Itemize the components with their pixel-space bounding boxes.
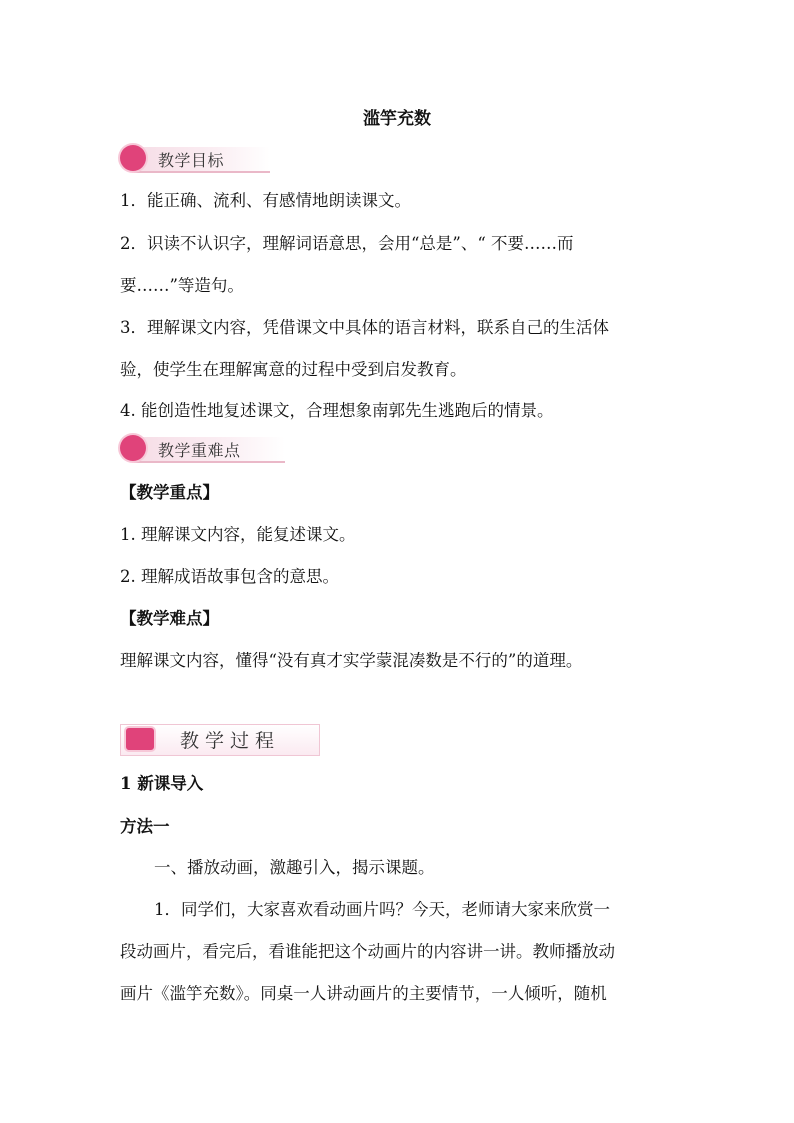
section-banner-label: 教学过程 [180, 730, 281, 752]
section-banner-goals [120, 145, 270, 173]
key-point-2: 2. 理解成语故事包含的意思。 [120, 567, 339, 586]
key-point-1: 1. 理解课文内容，能复述课文。 [120, 525, 356, 544]
microphone-icon [120, 145, 146, 171]
paragraph-line-2: 段动画片，看完后，看谁能把这个动画片的内容讲一讲。教师播放动 [120, 942, 615, 961]
goal-3-cont: 验，使学生在理解寓意的过程中受到启发教育。 [120, 360, 467, 379]
section-banner-process [120, 724, 320, 752]
goal-2: 2．识读不认识字，理解词语意思，会用“总是”、“ 不要……而 [120, 234, 574, 253]
paragraph-line-1: 1．同学们，大家喜欢看动画片吗？今天，老师请大家来欣赏一 [154, 900, 610, 919]
section-banner-label: 教学重难点 [158, 441, 241, 460]
step-heading: 1 新课导入 [120, 774, 204, 793]
subheading: 一、播放动画，激趣引入，揭示课题。 [154, 858, 435, 877]
section-banner-label: 教学目标 [158, 151, 225, 170]
monitor-icon [126, 728, 154, 750]
goal-2-cont: 要……”等造句。 [120, 276, 244, 295]
goal-4: 4. 能创造性地复述课文，合理想象南郭先生逃跑后的情景。 [120, 401, 554, 420]
goal-3: 3．理解课文内容，凭借课文中具体的语言材料，联系自己的生活体 [120, 318, 609, 337]
microphone-icon [120, 435, 146, 461]
difficulty-1: 理解课文内容，懂得“没有真才实学蒙混凑数是不行的”的道理。 [120, 651, 583, 670]
method-heading: 方法一 [120, 817, 170, 836]
goal-1: 1．能正确、流利、有感情地朗读课文。 [120, 191, 411, 210]
page-title: 滥竽充数 [363, 109, 431, 129]
paragraph-line-3: 画片《滥竽充数》。同桌一人讲动画片的主要情节，一人倾听，随机 [120, 984, 607, 1003]
key-points-heading: 【教学重点】 [120, 483, 219, 502]
section-banner-key-points [120, 435, 285, 463]
difficulty-heading: 【教学难点】 [120, 609, 219, 628]
